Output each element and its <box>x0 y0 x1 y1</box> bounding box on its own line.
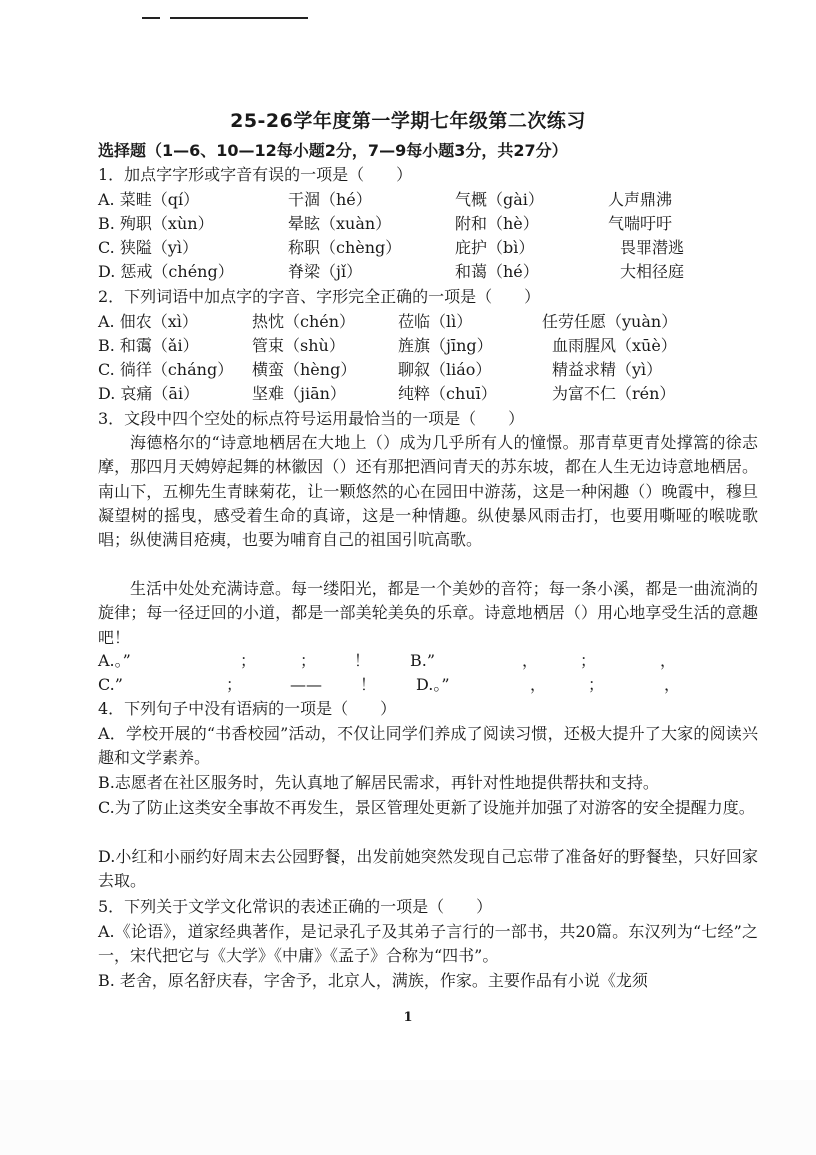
q3-d-2: ， <box>530 675 547 694</box>
q3-passage-1: 海德格尔的“诗意地栖居在大地上（）成为几乎所有人的憧憬。那青草更青处撑篙的徐志摩，那四月天娉婷起舞的林徽因（）还有那把酒问青天的苏东坡，都在人生无边诗意地栖居。南山下，五柳先生青睐菊花，让一颗悠然的心在园田中游荡，这是一种闲趣（）晚霞中，穆旦凝望树的摇曳，感受着生命的真谛，这是一种情趣。纵使暴风雨击打，也要用嘶哑的喉咙歌唱；纵使满目疮痍，也要为哺育自己的祖国引吭高歌。 <box>98 433 758 550</box>
q1-c-3: 庇护（bì） <box>455 238 535 257</box>
q2-a-1: A. 佃农（xì） <box>98 312 198 331</box>
q2-a-4: 任劳任愿（yuàn） <box>542 312 678 331</box>
q1-c-4: 畏罪潜逃 <box>620 238 685 257</box>
q3-a-1: A.。” <box>98 651 131 670</box>
q3-b-3: ； <box>580 651 597 670</box>
q1-d-1: D. 惩戒（chéng） <box>98 262 234 281</box>
q2-d-3: 纯粹（chuī） <box>398 384 497 403</box>
q3-passage-2: 生活中处处充满诗意。每一缕阳光，都是一个美妙的音符；每一条小溪，都是一曲流淌的旋律；每一径迂回的小道，都是一部美轮美奂的乐章。诗意地栖居（）用心地享受生活的意趣吧！ <box>98 579 758 647</box>
q5-option-a: A.《论语》，道家经典著作，是记录孔子及其弟子言行的一部书，共20篇。东汉列为“七经”之一，宋代把它与《大学》《中庸》《孟子》合称为“四书”。 <box>98 922 758 966</box>
q3-a-4: ！ <box>354 651 371 670</box>
q3-b-4: ， <box>660 651 677 670</box>
q1-b-3: 附和（hè） <box>455 214 539 233</box>
q3-c-3: —— <box>290 675 322 694</box>
section-heading: 选择题（1—6、10—12每小题2分，7—9每小题3分，共27分） <box>98 141 568 160</box>
q2-d-1: D. 哀痛（āi） <box>98 384 200 403</box>
q3-d-4: ， <box>664 675 681 694</box>
q2-c-1: C. 徜徉（cháng） <box>98 360 234 379</box>
q2-stem: 2．下列词语中加点字的字音、字形完全正确的一项是（ ） <box>98 287 541 306</box>
q2-c-3: 聊叙（liáo） <box>398 360 492 379</box>
page-title: 25-26学年度第一学期七年级第二次练习 <box>230 110 586 132</box>
q2-d-2: 坚难（jiān） <box>252 384 346 403</box>
q2-b-4: 血雨腥风（xūè） <box>552 336 677 355</box>
q4-option-a: A．学校开展的“书香校园”活动，不仅让同学们养成了阅读习惯，还极大提升了大家的阅读兴趣和文学素养。 <box>98 724 758 768</box>
q1-a-4: 人声鼎沸 <box>608 190 673 209</box>
q3-d-3: ； <box>588 675 605 694</box>
q1-a-1: A. 菜畦（qí） <box>98 190 200 209</box>
q1-stem: 1．加点字字形或字音有误的一项是（ ） <box>98 165 413 184</box>
q2-b-2: 管束（shù） <box>252 336 345 355</box>
q3-d-1: D.。” <box>416 675 450 694</box>
q5-stem: 5．下列关于文学文化常识的表述正确的一项是（ ） <box>98 897 493 916</box>
q2-a-2: 热忱（chén） <box>252 312 356 331</box>
q2-d-4: 为富不仁（rén） <box>552 384 676 403</box>
page-number: 1 <box>403 1010 413 1025</box>
q3-b-2: ， <box>522 651 539 670</box>
q1-a-2: 干涸（hé） <box>288 190 372 209</box>
q1-a-3: 气概（gài） <box>455 190 544 209</box>
q3-c-1: C.” <box>98 675 123 694</box>
q1-b-4: 气喘吁吁 <box>608 214 673 233</box>
page-footer <box>0 1080 816 1155</box>
q2-b-3: 旌旗（jīng） <box>398 336 493 355</box>
q3-a-3: ； <box>300 651 317 670</box>
q3-c-4: ！ <box>360 675 377 694</box>
q2-c-2: 横蛮（hèng） <box>252 360 357 379</box>
q1-d-3: 和蔼（hé） <box>455 262 539 281</box>
q5-option-b: B. 老舍，原名舒庆春，字舍予，北京人，满族，作家。主要作品有小说《龙须 <box>98 971 648 990</box>
q1-c-2: 称职（chèng） <box>288 238 402 257</box>
q4-option-b: B.志愿者在社区服务时，先认真地了解居民需求，再针对性地提供帮扶和支持。 <box>98 773 659 792</box>
q4-stem: 4．下列句子中没有语病的一项是（ ） <box>98 699 397 718</box>
q1-b-2: 晕眩（xuàn） <box>288 214 392 233</box>
q4-option-c: C.为了防止这类安全事故不再发生，景区管理处更新了设施并加强了对游客的安全提醒力度。 <box>98 798 755 817</box>
q1-c-1: C. 狭隘（yì） <box>98 238 199 257</box>
q3-b-1: B.” <box>410 651 436 670</box>
q3-a-2: ； <box>240 651 257 670</box>
q4-option-d: D.小红和小丽约好周末去公园野餐，出发前她突然发现自己忘带了准备好的野餐垫，只好回家去取。 <box>98 847 758 891</box>
q2-c-4: 精益求精（yì） <box>552 360 663 379</box>
q2-b-1: B. 和霭（ǎi） <box>98 336 199 355</box>
q1-d-2: 脊梁（jǐ） <box>288 262 363 281</box>
q3-stem: 3．文段中四个空处的标点符号运用最恰当的一项是（ ） <box>98 409 525 428</box>
q1-b-1: B. 殉职（xùn） <box>98 214 214 233</box>
q2-a-3: 莅临（lì） <box>398 312 473 331</box>
q1-d-4: 大相径庭 <box>620 262 685 281</box>
q3-c-2: ； <box>226 675 243 694</box>
